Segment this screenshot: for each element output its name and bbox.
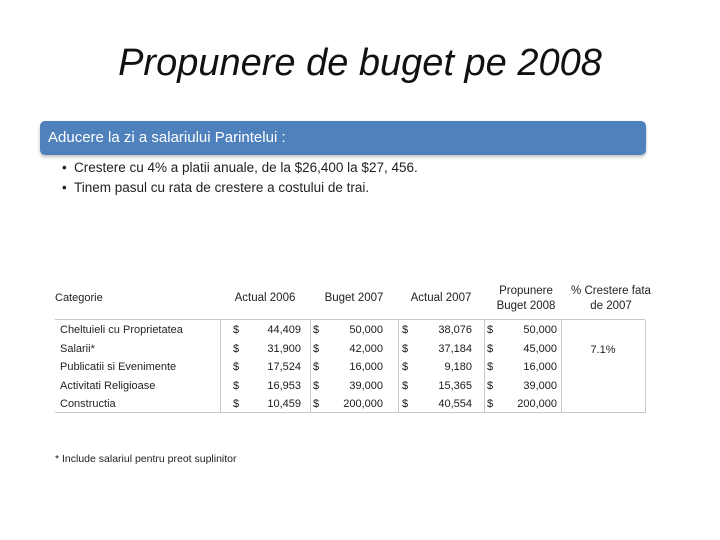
cell-buget-2007: 200,000 xyxy=(343,398,383,410)
currency-symbol: $ xyxy=(313,361,320,373)
header-buget-2007: Buget 2007 xyxy=(324,292,384,304)
currency-symbol: $ xyxy=(402,324,409,336)
header-crestere-line2: de 2007 xyxy=(590,300,632,312)
row-category: Salarii* xyxy=(60,342,95,355)
cell-actual-2007: 9,180 xyxy=(444,361,472,373)
column-divider xyxy=(310,320,311,412)
currency-symbol: $ xyxy=(402,379,409,392)
currency-symbol: $ xyxy=(313,324,320,336)
table-bottom-border xyxy=(55,412,646,413)
currency-symbol: $ xyxy=(487,398,494,410)
cell-propunere-2008: 50,000 xyxy=(523,324,557,336)
bullet-icon: • xyxy=(62,160,67,175)
bullet-list xyxy=(62,158,418,198)
column-divider xyxy=(484,320,485,412)
cell-buget-2007: 42,000 xyxy=(349,342,383,355)
footnote: * Include salariul pentru preot suplinitor xyxy=(55,453,237,465)
currency-symbol: $ xyxy=(233,342,240,355)
header-propunere-line2: Buget 2008 xyxy=(496,300,556,312)
column-divider xyxy=(398,320,399,412)
cell-buget-2007: 50,000 xyxy=(349,324,383,336)
cell-actual-2006: 10,459 xyxy=(267,398,301,410)
crestere-value: 7.1% xyxy=(590,344,616,356)
cell-propunere-2008: 16,000 xyxy=(523,361,557,373)
row-category: Cheltuieli cu Proprietatea xyxy=(60,324,183,336)
header-category: Categorie xyxy=(55,292,103,304)
bullet-item xyxy=(62,178,418,198)
currency-symbol: $ xyxy=(233,379,240,392)
currency-symbol: $ xyxy=(313,379,320,392)
cell-buget-2007: 16,000 xyxy=(349,361,383,373)
header-actual-2007: Actual 2007 xyxy=(410,292,472,304)
currency-symbol: $ xyxy=(487,379,494,392)
currency-symbol: $ xyxy=(313,398,320,410)
currency-symbol: $ xyxy=(233,398,240,410)
cell-actual-2006: 31,900 xyxy=(267,342,301,355)
table-divider xyxy=(55,319,645,320)
header-propunere-line1: Propunere xyxy=(499,285,553,297)
bullet-icon: • xyxy=(62,180,67,195)
cell-actual-2006: 16,953 xyxy=(267,379,301,392)
row-category: Constructia xyxy=(60,398,116,410)
bullet-item xyxy=(62,158,418,178)
currency-symbol: $ xyxy=(313,342,320,355)
slide-title: Propunere de buget pe 2008 xyxy=(118,42,602,84)
currency-symbol: $ xyxy=(402,361,409,373)
currency-symbol: $ xyxy=(233,361,240,373)
cell-propunere-2008: 45,000 xyxy=(523,342,557,355)
header-crestere-line1: % Crestere fata xyxy=(571,285,651,297)
cell-actual-2007: 15,365 xyxy=(438,379,472,392)
cell-propunere-2008: 39,000 xyxy=(523,379,557,392)
cell-actual-2007: 38,076 xyxy=(438,324,472,336)
cell-actual-2007: 37,184 xyxy=(438,342,472,355)
cell-buget-2007: 39,000 xyxy=(349,379,383,392)
cell-actual-2006: 44,409 xyxy=(267,324,301,336)
cell-actual-2007: 40,554 xyxy=(438,398,472,410)
currency-symbol: $ xyxy=(487,361,494,373)
section-banner: Aducere la zi a salariului Parintelui : xyxy=(40,121,646,155)
header-actual-2006: Actual 2006 xyxy=(234,292,296,304)
row-category: Publicatii si Evenimente xyxy=(60,361,177,373)
row-category: Activitati Religioase xyxy=(60,379,156,392)
cell-propunere-2008: 200,000 xyxy=(517,398,557,410)
currency-symbol: $ xyxy=(402,398,409,410)
cell-actual-2006: 17,524 xyxy=(267,361,301,373)
column-divider xyxy=(220,320,221,412)
currency-symbol: $ xyxy=(233,324,240,336)
currency-symbol: $ xyxy=(487,324,494,336)
currency-symbol: $ xyxy=(402,342,409,355)
column-divider xyxy=(561,320,562,412)
bullet-text: Tinem pasul cu rata de crestere a costului de trai. xyxy=(74,180,370,195)
currency-symbol: $ xyxy=(487,342,494,355)
column-divider xyxy=(645,320,646,412)
bullet-text: Crestere cu 4% a platii anuale, de la $26,400 la $27, 456. xyxy=(74,160,418,175)
